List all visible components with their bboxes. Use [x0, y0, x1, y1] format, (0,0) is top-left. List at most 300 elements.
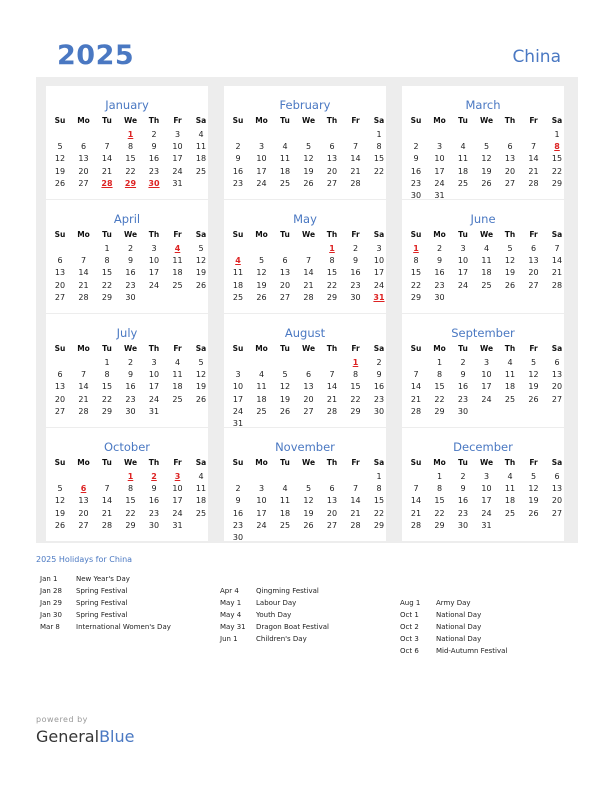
weekday-label: Mo [433, 116, 446, 125]
calendar-day: 18 [481, 268, 492, 278]
calendar-day: 20 [504, 166, 516, 176]
holiday-date-label: Jan 30 [40, 611, 62, 619]
holiday-name-label: Dragon Boat Festival [256, 623, 329, 631]
calendar-day: 30 [457, 520, 469, 530]
calendar-day: 20 [78, 508, 89, 518]
weekday-label: Mo [255, 344, 268, 353]
calendar-day: 25 [195, 508, 207, 518]
calendar-day: 1 [376, 130, 382, 139]
calendar-day: 9 [436, 256, 443, 266]
holiday-date-label: May 31 [220, 623, 246, 631]
calendar-day: 30 [125, 292, 136, 302]
calendar-day: 29 [326, 292, 338, 302]
weekday-label: Th [148, 116, 160, 125]
month-name: April [113, 212, 141, 226]
holiday-row [400, 635, 481, 643]
weekday-label: Mo [433, 230, 446, 239]
calendar-day: 17 [172, 154, 183, 164]
calendar-day: 25 [279, 178, 291, 188]
calendar-day: 24 [481, 394, 492, 404]
calendar-day: 26 [54, 520, 66, 530]
calendar-day: 9 [460, 370, 466, 380]
month-name: March [465, 98, 501, 112]
calendar-day: 7 [413, 484, 419, 494]
calendar-day: 5 [483, 142, 490, 152]
calendar-day: 27 [528, 280, 539, 290]
weekday-label: Tu [458, 458, 468, 467]
calendar-day: 6 [554, 472, 560, 481]
calendar-day: 25 [232, 292, 244, 302]
calendar-day: 30 [232, 533, 244, 542]
calendar-day: 12 [195, 370, 207, 380]
weekday-label: Su [54, 116, 66, 125]
calendar-day: 13 [54, 382, 66, 392]
weekday-label: Tu [458, 116, 468, 125]
holiday-date: 1 [352, 358, 359, 367]
holiday-date: 29 [124, 178, 137, 188]
month-september [402, 314, 564, 427]
calendar-day: 22 [125, 508, 136, 518]
calendar-day: 30 [434, 292, 445, 302]
calendar-day: 30 [410, 191, 422, 200]
calendar-day: 20 [78, 166, 89, 176]
calendar-day: 14 [326, 382, 338, 392]
month-january [46, 86, 208, 199]
calendar-day: 24 [232, 406, 244, 416]
calendar-day: 13 [504, 154, 516, 164]
calendar-day: 28 [410, 520, 422, 530]
weekday-label: Tu [280, 458, 290, 467]
holiday-row [400, 599, 471, 607]
calendar-day: 3 [151, 244, 157, 253]
holiday-row [220, 623, 329, 631]
calendar-day: 9 [151, 142, 157, 152]
calendar-day: 1 [104, 244, 110, 253]
calendar-day: 20 [551, 382, 563, 392]
calendar-day: 25 [504, 508, 516, 518]
weekday-label: We [479, 230, 494, 239]
calendar-day: 23 [410, 178, 422, 188]
calendar-day: 29 [373, 520, 385, 530]
calendar-day: 10 [172, 484, 183, 494]
month-name: January [105, 98, 149, 112]
weekday-label: Th [504, 230, 516, 239]
calendar-day: 27 [326, 178, 338, 188]
holidays-title: 2025 Holidays for China [36, 555, 133, 564]
calendar-day: 27 [78, 520, 89, 530]
calendar-day: 2 [235, 484, 241, 494]
calendar-day: 6 [507, 142, 513, 152]
calendar-day: 17 [172, 496, 183, 506]
month-february [224, 86, 386, 199]
weekday-label: Fr [529, 230, 538, 239]
weekday-label: We [301, 230, 316, 239]
holiday-row [40, 611, 127, 619]
holiday-date-label: Jan 29 [40, 599, 62, 607]
holiday-row [40, 587, 127, 595]
calendar-day: 29 [350, 406, 361, 416]
calendar-day: 17 [256, 508, 267, 518]
month-name: December [453, 440, 513, 454]
calendar-day: 21 [410, 394, 422, 404]
brand-general-text: General [36, 727, 100, 746]
calendar-day: 4 [174, 358, 181, 367]
holiday-name-label: Spring Festival [76, 611, 128, 619]
calendar-day: 21 [326, 394, 338, 404]
calendar-day: 23 [434, 280, 445, 290]
holiday-date: 4 [174, 244, 181, 253]
calendar-day: 8 [376, 484, 382, 494]
calendar-day: 26 [303, 178, 314, 188]
calendar-day: 23 [148, 508, 160, 518]
calendar-day: 26 [504, 280, 516, 290]
calendar-day: 23 [148, 166, 160, 176]
calendar-day: 8 [104, 370, 110, 380]
calendar-day: 6 [329, 484, 335, 494]
calendar-day: 23 [457, 394, 469, 404]
weekday-label: We [123, 230, 138, 239]
calendar-day: 10 [148, 370, 160, 380]
calendar-day: 13 [279, 268, 291, 278]
calendar-day: 30 [125, 406, 136, 416]
calendar-day: 24 [148, 394, 160, 404]
calendar-day: 10 [481, 370, 492, 380]
calendar-day: 8 [376, 142, 382, 152]
calendar-day: 3 [235, 370, 241, 380]
calendar-day: 29 [101, 292, 113, 302]
calendar-day: 12 [279, 382, 291, 392]
weekday-label: Fr [173, 458, 182, 467]
calendar-day: 3 [483, 472, 490, 481]
calendar-day: 26 [528, 394, 539, 404]
calendar-day: 19 [528, 382, 539, 392]
weekday-label: Th [326, 344, 338, 353]
calendar-day: 13 [551, 370, 563, 380]
powered-by-label: powered by [36, 715, 88, 724]
calendar-day: 28 [350, 520, 361, 530]
calendar-day: 21 [78, 394, 89, 404]
calendar-day: 23 [125, 394, 136, 404]
calendar-day: 30 [148, 520, 160, 530]
calendar-day: 22 [101, 394, 113, 404]
weekday-label: Th [504, 116, 516, 125]
calendar-day: 29 [434, 406, 445, 416]
calendar-day: 13 [54, 268, 66, 278]
holiday-date-label: Mar 8 [40, 623, 60, 631]
calendar-day: 7 [352, 484, 359, 494]
calendar-day: 10 [434, 154, 445, 164]
calendar-day: 18 [256, 394, 267, 404]
month-march [402, 86, 564, 199]
weekday-label: Mo [433, 344, 446, 353]
calendar-day: 25 [195, 166, 207, 176]
calendar-day: 26 [528, 508, 539, 518]
calendar-day: 26 [195, 280, 207, 290]
calendar-day: 7 [413, 370, 419, 380]
holiday-name-label: Children's Day [256, 635, 307, 643]
holiday-date: 1 [127, 472, 134, 481]
calendar-day: 6 [80, 142, 87, 152]
weekday-label: We [479, 344, 494, 353]
calendar-day: 15 [373, 496, 385, 506]
calendar-day: 7 [305, 256, 312, 266]
calendar-day: 6 [282, 256, 288, 266]
calendar-day: 5 [305, 484, 312, 494]
weekday-label: Tu [102, 230, 112, 239]
holiday-date: 1 [413, 244, 419, 253]
calendar-day: 25 [172, 280, 183, 290]
calendar-grid [36, 77, 578, 543]
calendar-day: 7 [554, 244, 560, 253]
calendar-day: 11 [481, 256, 492, 266]
weekday-label: Sa [373, 230, 385, 239]
weekday-label: We [301, 116, 316, 125]
calendar-day: 28 [528, 178, 539, 188]
month-name: November [275, 440, 335, 454]
calendar-day: 27 [279, 292, 291, 302]
holiday-row [400, 623, 481, 631]
calendar-day: 15 [434, 496, 445, 506]
weekday-label: Tu [458, 230, 468, 239]
weekday-label: Fr [529, 344, 538, 353]
calendar-day: 9 [151, 484, 157, 494]
calendar-day: 18 [504, 496, 516, 506]
calendar-day: 18 [172, 382, 183, 392]
calendar-day: 20 [326, 508, 338, 518]
calendar-day: 5 [57, 142, 63, 152]
calendar-day: 3 [151, 358, 157, 367]
calendar-day: 13 [326, 496, 338, 506]
holiday-date-label: May 4 [220, 611, 242, 619]
calendar-day: 5 [507, 244, 513, 253]
weekday-label: Sa [195, 116, 207, 125]
weekday-label: Fr [351, 458, 360, 467]
month-name: May [293, 212, 317, 226]
calendar-day: 28 [410, 406, 422, 416]
holiday-date-label: Oct 3 [400, 635, 419, 643]
holiday-date-label: Oct 2 [400, 623, 419, 631]
holiday-name-label: Mid-Autumn Festival [436, 647, 508, 655]
holiday-name-label: Qingming Festival [256, 587, 319, 595]
calendar-day: 17 [457, 268, 469, 278]
calendar-day: 28 [101, 520, 113, 530]
calendar-day: 22 [551, 166, 563, 176]
calendar-day: 2 [127, 244, 134, 253]
weekday-label: Tu [280, 116, 290, 125]
calendar-day: 29 [434, 520, 445, 530]
calendar-day: 11 [172, 370, 183, 380]
calendar-day: 7 [352, 142, 359, 152]
calendar-day: 20 [54, 394, 66, 404]
calendar-day: 6 [57, 256, 63, 266]
holiday-date: 8 [554, 142, 560, 152]
weekday-label: We [123, 116, 138, 125]
calendar-day: 31 [434, 191, 445, 200]
weekday-label: Tu [102, 116, 112, 125]
month-name: September [451, 326, 515, 340]
calendar-day: 23 [232, 520, 244, 530]
holiday-row [40, 599, 127, 607]
calendar-day: 23 [232, 178, 244, 188]
calendar-day: 28 [350, 178, 361, 188]
calendar-day: 9 [235, 154, 241, 164]
holiday-date-label: Apr 4 [220, 587, 239, 595]
calendar-day: 14 [410, 496, 422, 506]
holiday-date: 30 [148, 178, 160, 188]
calendar-day: 12 [54, 496, 66, 506]
calendar-day: 22 [434, 508, 445, 518]
holiday-date-label: May 1 [220, 599, 242, 607]
weekday-label: We [479, 458, 494, 467]
calendar-day: 12 [195, 256, 207, 266]
calendar-day: 4 [282, 484, 288, 494]
calendar-day: 29 [410, 292, 422, 302]
calendar-day: 16 [373, 382, 385, 392]
weekday-label: We [301, 344, 316, 353]
calendar-day: 19 [256, 280, 267, 290]
calendar-day: 28 [78, 292, 89, 302]
brand-logo[interactable] [36, 727, 134, 746]
calendar-day: 4 [507, 472, 513, 481]
calendar-day: 8 [352, 370, 359, 380]
holiday-name-label: Labour Day [256, 599, 297, 607]
calendar-day: 5 [282, 370, 288, 380]
calendar-day: 26 [54, 178, 66, 188]
calendar-day: 24 [172, 166, 183, 176]
calendar-day: 24 [172, 508, 183, 518]
calendar-day: 23 [350, 280, 361, 290]
weekday-label: Fr [351, 230, 360, 239]
month-july [46, 314, 208, 427]
calendar-day: 16 [125, 268, 136, 278]
weekday-label: Su [410, 344, 422, 353]
calendar-day: 18 [195, 154, 207, 164]
calendar-day: 17 [373, 268, 385, 278]
calendar-day: 15 [350, 382, 361, 392]
calendar-day: 16 [148, 154, 160, 164]
calendar-day: 26 [481, 178, 492, 188]
calendar-day: 12 [54, 154, 66, 164]
calendar-day: 10 [373, 256, 385, 266]
weekday-label: Fr [173, 230, 182, 239]
weekday-label: Su [232, 230, 244, 239]
weekday-label: Su [232, 344, 244, 353]
calendar-day: 19 [54, 508, 66, 518]
holiday-row [220, 635, 307, 643]
calendar-day: 19 [528, 496, 539, 506]
calendar-day: 14 [551, 256, 563, 266]
calendar-day: 5 [198, 358, 204, 367]
weekday-label: Mo [77, 458, 90, 467]
holiday-name-label: Spring Festival [76, 587, 128, 595]
weekday-label: Fr [529, 116, 538, 125]
weekday-label: Sa [373, 116, 385, 125]
month-name: August [284, 326, 326, 340]
calendar-day: 14 [78, 382, 89, 392]
calendar-day: 20 [279, 280, 291, 290]
calendar-day: 20 [303, 394, 314, 404]
calendar-day: 22 [101, 280, 113, 290]
calendar-day: 23 [373, 394, 385, 404]
calendar-day: 6 [530, 244, 537, 253]
month-may [224, 200, 386, 313]
calendar-day: 22 [350, 394, 361, 404]
holiday-name-label: International Women's Day [76, 623, 171, 631]
calendar-day: 25 [279, 520, 291, 530]
calendar-day: 24 [256, 178, 267, 188]
calendar-day: 23 [457, 508, 469, 518]
calendar-day: 25 [256, 406, 267, 416]
calendar-day: 1 [436, 472, 443, 481]
calendar-day: 24 [256, 520, 267, 530]
calendar-day: 24 [148, 280, 160, 290]
calendar-day: 6 [554, 358, 560, 367]
month-name: February [279, 98, 331, 112]
calendar-day: 28 [78, 406, 89, 416]
calendar-day: 30 [350, 292, 361, 302]
weekday-label: Tu [280, 344, 290, 353]
calendar-day: 16 [148, 496, 160, 506]
weekday-label: Th [148, 458, 160, 467]
calendar-day: 15 [101, 268, 113, 278]
calendar-day: 27 [54, 292, 66, 302]
calendar-day: 13 [528, 256, 539, 266]
calendar-day: 13 [78, 496, 89, 506]
calendar-day: 19 [54, 166, 66, 176]
calendar-day: 10 [256, 496, 267, 506]
calendar-day: 12 [256, 268, 267, 278]
weekday-label: Mo [433, 458, 446, 467]
calendar-day: 2 [376, 358, 382, 367]
weekday-label: Mo [77, 230, 90, 239]
holiday-date: 4 [235, 256, 241, 266]
calendar-day: 7 [329, 370, 335, 380]
weekday-label: Th [148, 344, 160, 353]
holiday-date-label: Jun 1 [220, 635, 238, 643]
calendar-day: 25 [481, 280, 492, 290]
calendar-day: 11 [172, 256, 183, 266]
calendar-day: 17 [148, 268, 160, 278]
calendar-day: 2 [235, 142, 241, 152]
weekday-label: Mo [255, 230, 268, 239]
weekday-label: Tu [102, 344, 112, 353]
weekday-label: We [479, 116, 494, 125]
calendar-day: 7 [104, 484, 110, 494]
weekday-label: Su [410, 458, 422, 467]
calendar-day: 11 [279, 496, 291, 506]
brand-blue-text: Blue [99, 727, 135, 746]
calendar-day: 5 [305, 142, 312, 152]
calendar-day: 22 [125, 166, 136, 176]
calendar-day: 28 [326, 406, 338, 416]
calendar-day: 4 [198, 472, 204, 481]
calendar-day: 2 [436, 244, 443, 253]
calendar-day: 4 [460, 142, 466, 152]
calendar-day: 21 [350, 508, 361, 518]
weekday-label: Fr [173, 116, 182, 125]
calendar-day: 31 [232, 419, 244, 428]
weekday-label: Mo [255, 116, 268, 125]
calendar-day: 14 [350, 496, 361, 506]
calendar-day: 4 [258, 370, 265, 380]
weekday-label: We [123, 344, 138, 353]
calendar-day: 7 [80, 256, 87, 266]
calendar-day: 27 [78, 178, 89, 188]
calendar-day: 3 [174, 130, 181, 139]
calendar-day: 5 [198, 244, 204, 253]
calendar-day: 15 [410, 268, 422, 278]
calendar-day: 8 [329, 256, 335, 266]
